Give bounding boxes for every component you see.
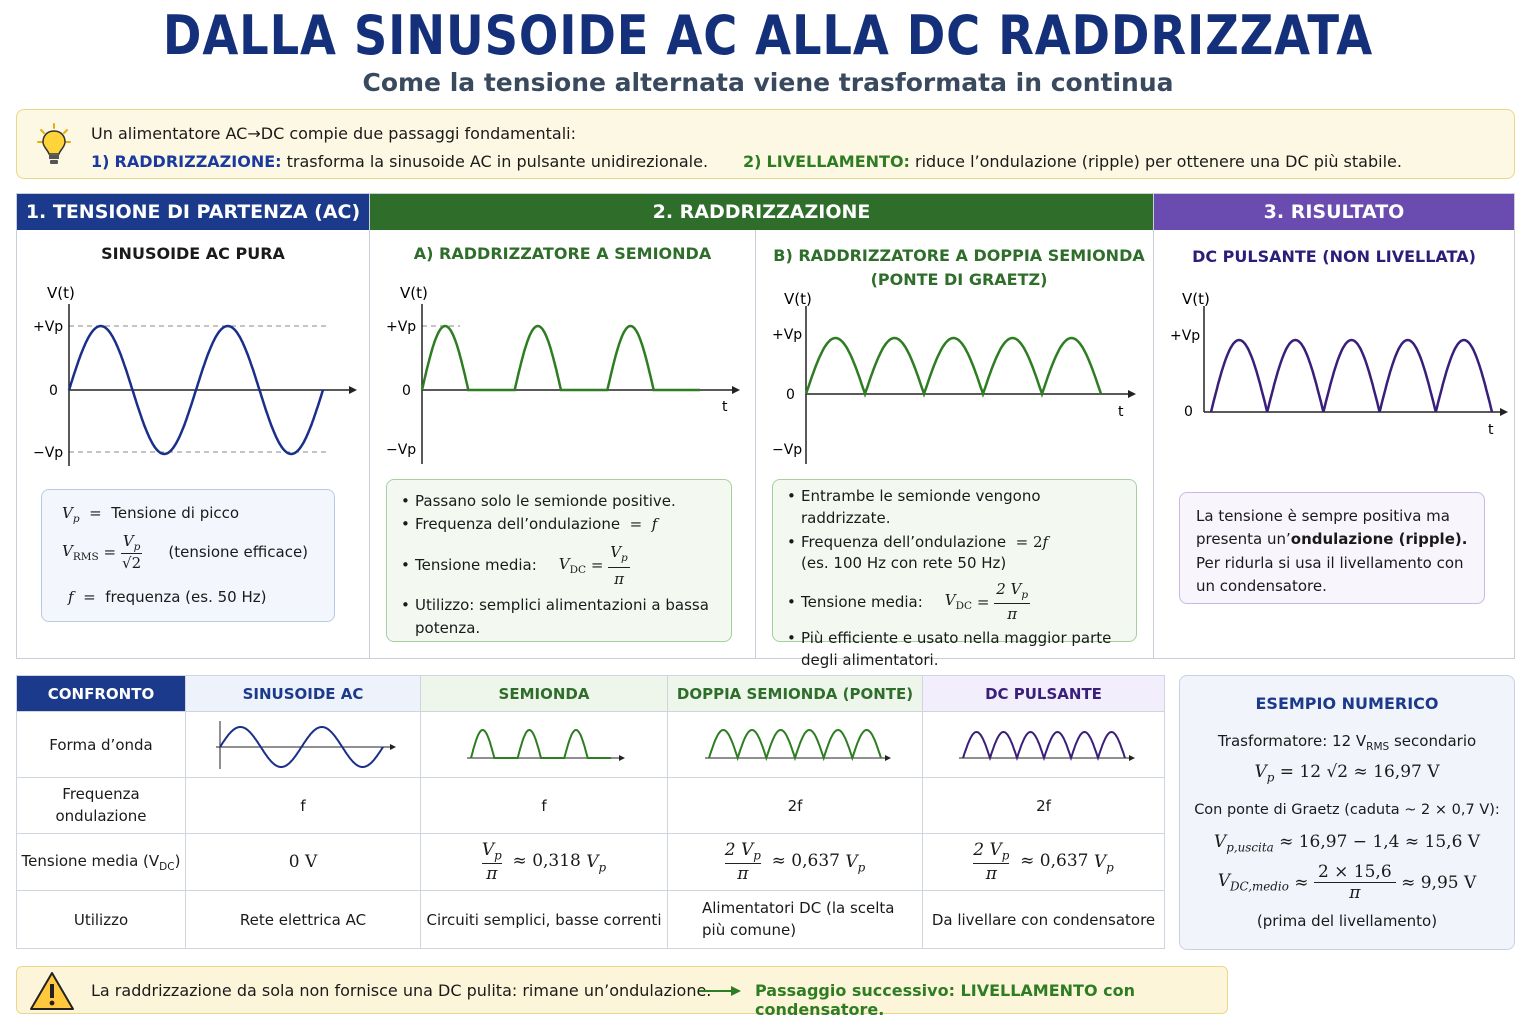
column-header: DC PULSANTE [923, 676, 1165, 712]
bullet-note: (es. 100 Hz con rete 50 Hz) [801, 554, 1007, 573]
column-header: SINUSOIDE AC [186, 676, 421, 712]
half-wave-info [386, 479, 732, 642]
numeric-example [1179, 675, 1515, 950]
step-text: trasforma la sinusoide AC in pulsante unidirezionale. [286, 152, 709, 171]
info-text: Tensione di picco [111, 504, 240, 522]
waveform-cell [668, 712, 923, 778]
row-label-sub: DC [159, 860, 175, 873]
bullet: • Tensione media: $V_{DC}$ = $\frac{V_p}{\pi}$ [401, 541, 721, 590]
mean-cell: $\frac{2 V_p}{\pi}$ ≈ 0,637 $V_p$ [923, 834, 1165, 891]
comparison-table [16, 675, 1165, 949]
ac-info-box: $V_p$ = Tensione di picco $V_{RMS}$ = $\frac{V_p}{√2}$ (tensione efficace) f = frequenza (es. 50 Hz) [41, 489, 335, 622]
tick-label: +Vp [386, 319, 417, 335]
step-name: RADDRIZZAZIONE: [114, 152, 282, 171]
page-title: DALLA SINUSOIDE AC ALLA DC RADDRIZZATA [162, 4, 1374, 67]
half-wave-title: A) RADDRIZZATORE A SEMIONDA [413, 244, 712, 263]
section-header: 1. TENSIONE DI PARTENZA (AC) [17, 194, 369, 230]
step-number: 1) [91, 152, 110, 171]
freq-cell: 2f [668, 778, 923, 834]
half-wave-graph [370, 274, 755, 474]
row-label-text: Tensione media (V [21, 851, 160, 870]
note-emphasis: ondulazione (ripple). [1290, 530, 1468, 549]
mini-sine-wave [208, 713, 398, 773]
use-cell: Da livellare con condensatore [923, 891, 1165, 949]
bullet: • Tensione media: $V_{DC}$ = $\frac{2 V_p}{\pi}$ [787, 579, 1127, 626]
note-text: Per ridurla si usa il livellamento con un condensatore. [1196, 553, 1464, 595]
example-sub: RMS [1366, 741, 1390, 753]
info-text: frequenza (es. 50 Hz) [105, 588, 267, 606]
section-result [1153, 193, 1515, 659]
x-axis-label: t [722, 399, 728, 415]
tick-label: 0 [402, 383, 411, 399]
tick-label: −Vp [386, 442, 417, 458]
mean-cell: $\frac{2 V_p}{\pi}$ ≈ 0,637 $V_p$ [668, 834, 923, 891]
bullet: • Frequenza dell’ondulazione = 2f (es. 100 Hz con rete 50 Hz) [787, 532, 1127, 576]
step-name: LIVELLAMENTO: [766, 152, 910, 171]
bullet-text: Frequenza dell’ondulazione [415, 514, 621, 533]
example-title: ESEMPIO NUMERICO [1255, 694, 1439, 713]
bullet: • Frequenza dell’ondulazione = f [401, 513, 721, 536]
mini-half-wave [459, 718, 629, 768]
tick-label: 0 [49, 383, 58, 399]
section-header: 2. RADDRIZZAZIONE [370, 194, 1153, 230]
next-step-text: Passaggio successivo: LIVELLAMENTO con condensatore. [755, 981, 1135, 1019]
tick-label: +Vp [1170, 328, 1201, 344]
bullet: • Entrambe le semionde vengono raddrizzate. [787, 486, 1127, 530]
use-cell: Rete elettrica AC [186, 891, 421, 949]
table-corner: CONFRONTO [17, 676, 186, 712]
waveform-cell [923, 712, 1165, 778]
row-label: Frequenza ondulazione [17, 778, 186, 834]
x-axis-label: t [1488, 422, 1494, 438]
section-ac [16, 193, 370, 659]
bullet-text: Frequenza dell’ondulazione [801, 532, 1007, 551]
table-row [17, 891, 1165, 949]
warning-icon [29, 970, 75, 1012]
arrow-right-icon [697, 983, 743, 999]
row-label-text: ) [174, 851, 181, 870]
bullet-text: • Tensione media: [415, 556, 537, 575]
info-text: (tensione efficace) [168, 543, 309, 561]
x-axis-label: t [1118, 404, 1124, 420]
section-header: 3. RISULTATO [1154, 194, 1514, 230]
example-text: Trasformatore: 12 V [1217, 732, 1367, 750]
row-label: Utilizzo [17, 891, 186, 949]
intro-line: Un alimentatore AC→DC compie due passaggi fondamentali: [91, 124, 576, 143]
table-header-row [17, 676, 1165, 712]
tick-label: +Vp [33, 319, 64, 335]
use-cell: Circuiti semplici, basse correnti [421, 891, 668, 949]
example-formula: $V_{p,uscita} \approx 16,97 - 1,4 \approx 15,6$ V [1213, 832, 1481, 855]
example-line [1180, 732, 1514, 753]
mini-full-wave [695, 718, 895, 768]
tick-label: +Vp [772, 327, 803, 343]
full-wave-info [772, 479, 1137, 669]
lightbulb-icon [37, 122, 71, 168]
y-axis-label: V(t) [47, 284, 75, 302]
y-axis-label: V(t) [400, 284, 428, 302]
page-subtitle: Come la tensione alternata viene trasformata in continua [362, 68, 1174, 97]
ac-sine-graph [17, 274, 369, 474]
tick-label: −Vp [33, 445, 64, 461]
bullet: • Utilizzo: semplici alimentazioni a bassa potenza. [401, 594, 721, 639]
example-text: secondario [1389, 732, 1477, 750]
step-number: 2) [743, 152, 762, 171]
table-row [17, 834, 1165, 891]
pulsating-dc-graph [1154, 284, 1514, 444]
freq-cell: f [421, 778, 668, 834]
row-label: Forma d’onda [17, 712, 186, 778]
warning-text: La raddrizzazione da sola non fornisce una DC pulita: rimane un’ondulazione. [91, 981, 712, 1000]
freq-cell: f [186, 778, 421, 834]
example-formula: $V_p = 12$ √2 ≈ 16,97 V [1254, 762, 1440, 785]
mean-cell: 0 V [186, 834, 421, 891]
y-axis-label: V(t) [1182, 290, 1210, 308]
column-header: SEMIONDA [421, 676, 668, 712]
bullet: • Più efficiente e usato nella maggior parte degli alimentatori. [787, 628, 1127, 672]
waveform-cell [421, 712, 668, 778]
bullet: • Passano solo le semionde positive. [401, 490, 721, 513]
section-subheader: DC PULSANTE (NON LIVELLATA) [1192, 247, 1476, 266]
column-header: DOPPIA SEMIONDA (PONTE) [668, 676, 923, 712]
warning-banner [16, 966, 1228, 1019]
tick-label: 0 [786, 387, 795, 403]
freq-cell: 2f [923, 778, 1165, 834]
intro-step-2 [743, 152, 1402, 171]
section-subheader: SINUSOIDE AC PURA [101, 244, 285, 263]
row-label [17, 834, 186, 891]
intro-box [16, 109, 1515, 179]
result-note [1179, 492, 1485, 604]
table-row [17, 778, 1165, 834]
mini-pulsating-dc [949, 718, 1139, 768]
use-cell: Alimentatori DC (la scelta più comune) [668, 891, 923, 949]
example-note: (prima del livellamento) [1256, 912, 1438, 930]
example-formula: $V_{DC,medio}$ ≈ 2 × 15,6 π ≈ 9,95 V [1217, 862, 1477, 903]
intro-step-1 [91, 152, 708, 171]
bullet-text: • Tensione media: [801, 592, 923, 611]
mean-cell: $\frac{V_p}{\pi}$ ≈ 0,318 $V_p$ [421, 834, 668, 891]
tick-label: 0 [1184, 404, 1193, 420]
step-text: riduce l’ondulazione (ripple) per ottenere una DC più stabile. [915, 152, 1402, 171]
tick-label: −Vp [772, 442, 803, 458]
full-wave-title: B) RADDRIZZATORE A DOPPIA SEMIONDA (PONTE DI GRAETZ) [773, 246, 1145, 289]
y-axis-label: V(t) [784, 290, 812, 308]
note-text: La tensione è sempre positiva ma presenta un’ [1196, 507, 1450, 549]
section-rectification [369, 193, 1154, 669]
example-line: Con ponte di Graetz (caduta ~ 2 × 0,7 V): [1194, 802, 1500, 818]
full-wave-graph [756, 284, 1154, 474]
waveform-cell [186, 712, 421, 778]
table-row [17, 712, 1165, 778]
